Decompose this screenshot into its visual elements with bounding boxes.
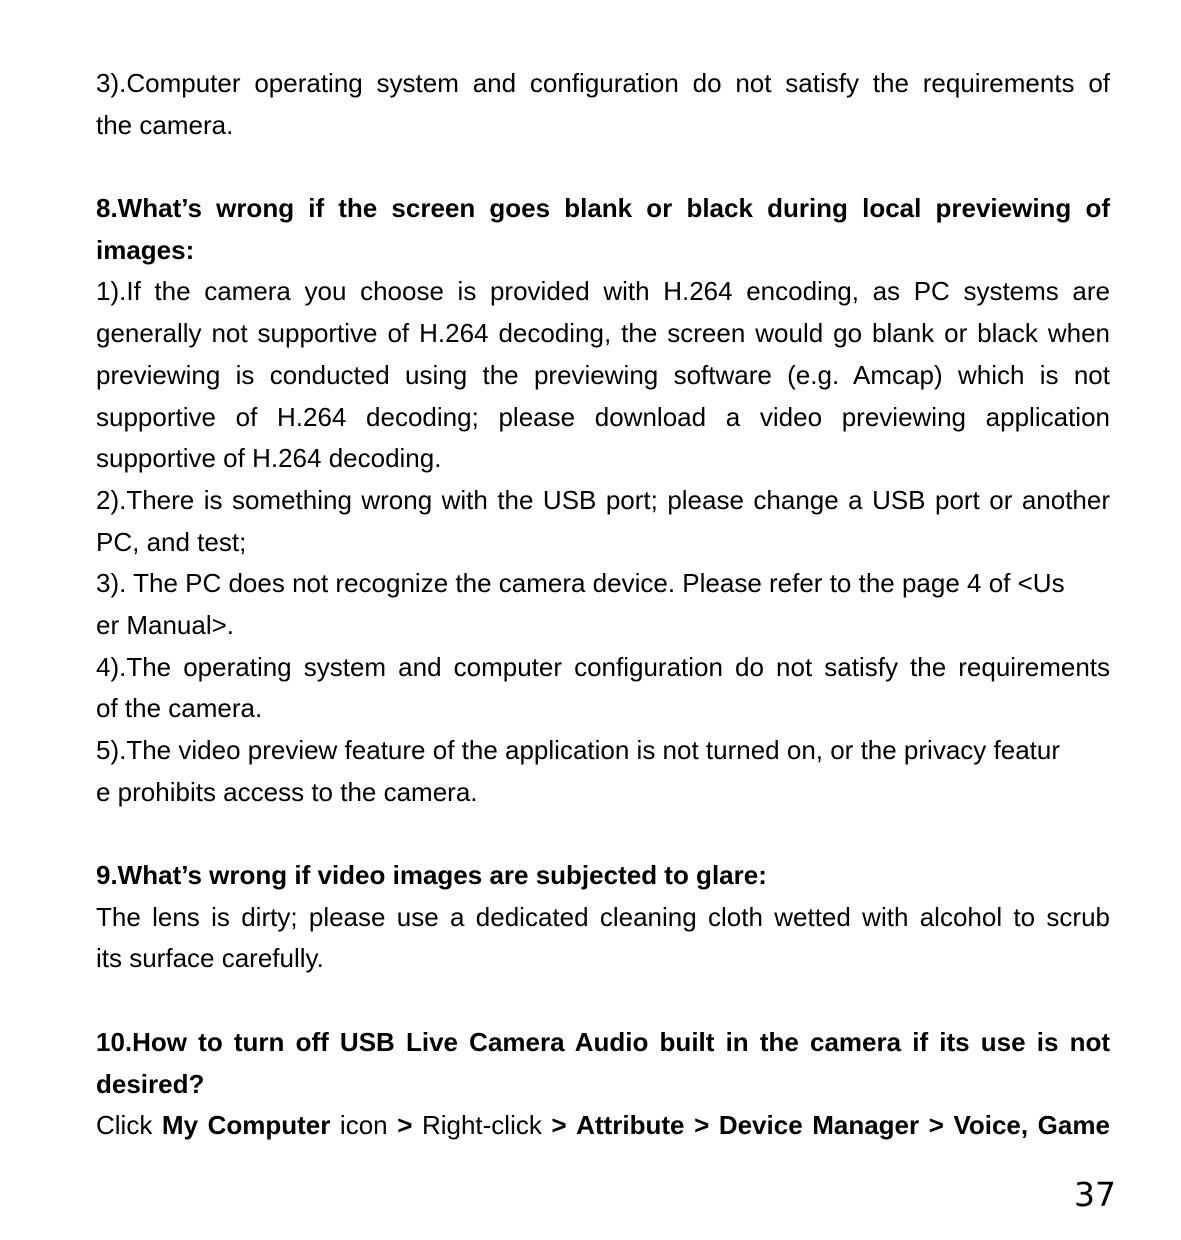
manual-page <box>96 63 1110 1147</box>
s10-instruction <box>96 1105 1110 1147</box>
arrow-icon: > <box>397 1110 413 1141</box>
page-number: 37 <box>1074 1175 1116 1214</box>
s10-heading-line1: 10.How to turn off USB Live Camera Audio built in the camera if its use is not <box>96 1026 1110 1057</box>
s8-item2-line1: 2).There is something wrong with the USB port; please change a USB port or another <box>96 484 1110 515</box>
s10-heading-line2: desired? <box>96 1068 205 1099</box>
s8-item4-line2: of the camera. <box>96 693 263 724</box>
s8-item4-line1: 4).The operating system and computer configuration do not satisfy the requirements <box>96 651 1110 682</box>
s8-item1-line1: 1).If the camera you choose is provided with H.264 encoding, as PC systems are <box>96 276 1110 307</box>
spacer <box>96 813 1110 855</box>
device-manager-text: Device Manager <box>718 1110 920 1141</box>
right-click-text: Right-click <box>421 1110 542 1141</box>
arrow-icon: > <box>694 1110 710 1141</box>
s8-item1-line2: generally not supportive of H.264 decoding, the screen would go blank or black when <box>96 318 1110 349</box>
s9-body-line2: its surface carefully. <box>96 943 324 974</box>
s8-heading-line1: 8.What’s wrong if the screen goes blank or black during local previewing of <box>96 193 1110 224</box>
s7-item3-line2: the camera. <box>96 109 234 140</box>
spacer <box>96 980 1110 1022</box>
spacer <box>96 146 1110 188</box>
s8-item1-line4: supportive of H.264 decoding; please download a video previewing application <box>96 401 1110 432</box>
s8-item3-line1: 3). The PC does not recognize the camera device. Please refer to the page 4 of <Us <box>96 568 1065 599</box>
s8-heading-line2: images: <box>96 234 195 265</box>
s8-item3-line2: er Manual>. <box>96 609 235 640</box>
s9-heading: 9.What’s wrong if video images are subjected to glare: <box>96 860 767 891</box>
arrow-icon: > <box>928 1110 944 1141</box>
s8-item5-line2: e prohibits access to the camera. <box>96 776 478 807</box>
arrow-icon: > <box>551 1110 567 1141</box>
s9-body-line1: The lens is dirty; please use a dedicated cleaning cloth wetted with alcohol to scrub <box>96 901 1110 932</box>
my-computer-text: My Computer <box>161 1110 331 1141</box>
s8-item2-line2: PC, and test; <box>96 526 247 557</box>
s8-item1-line5: supportive of H.264 decoding. <box>96 443 442 474</box>
s8-item1-line3: previewing is conducted using the previewing software (e.g. Amcap) which is not <box>96 359 1110 390</box>
attribute-text: Attribute <box>576 1110 685 1141</box>
s7-item3-line1: 3).Computer operating system and configuration do not satisfy the requirements of <box>96 68 1110 98</box>
s8-item5-line1: 5).The video preview feature of the application is not turned on, or the privacy featur <box>96 735 1060 765</box>
voice-game-text: Voice, Game <box>953 1110 1110 1141</box>
click-text: Click <box>96 1110 153 1141</box>
icon-text: icon <box>339 1110 388 1141</box>
